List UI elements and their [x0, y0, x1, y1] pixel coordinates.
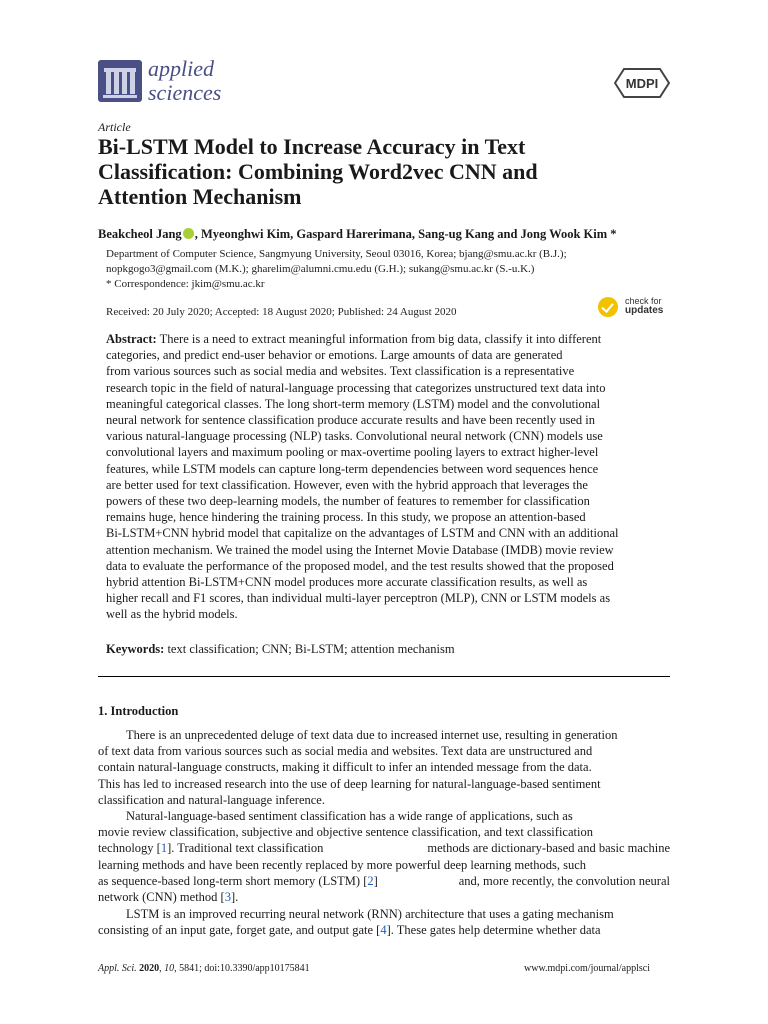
- paragraph-line: movie review classification, subjective and objective sentence classification, and text classification: [98, 825, 593, 840]
- affiliation-line: nopkgogo3@gmail.com (M.K.); gharelim@alumni.cmu.edu (G.H.); sukang@smu.ac.kr (S.-u.K.): [106, 263, 535, 275]
- abstract-line: from various sources such as social media and websites. Text classification is a representative: [106, 364, 575, 379]
- abstract-line: meaningful categorical classes. The long short-term memory (LSTM) model and the convolutional: [106, 396, 601, 411]
- author-list: [98, 227, 617, 242]
- abstract-line: data to evaluate the performance of the proposed model, and the test results showed that the proposed: [106, 558, 614, 573]
- abstract-line: features, while LSTM models can capture long-term dependencies between word sequences hence: [106, 461, 599, 476]
- paragraph-line: consisting of an input gate, forget gate, and output gate [4]. These gates help determine whether data: [98, 923, 601, 938]
- paragraph-line: Natural-language-based sentiment classification has a wide range of applications, such as: [126, 809, 573, 823]
- check-updates-line1: check for: [625, 296, 662, 306]
- check-updates-line2: updates: [625, 305, 664, 316]
- abstract-line: neural network for sentence classification produce accurate results and have been recently used in: [106, 413, 596, 428]
- abstract-line: categories, and predict end-user behavior or emotions. Large amounts of data are generated: [106, 348, 563, 363]
- article-type: Article: [98, 120, 131, 134]
- journal-logo: [98, 60, 142, 102]
- keywords-label: Keywords:: [106, 642, 165, 656]
- abstract-line: powers of these two deep-learning models, the number of features to remember for classification: [106, 494, 590, 509]
- paragraph-line: network (CNN) method [ 3 ].: [98, 890, 239, 905]
- publisher-name: MDPI: [625, 76, 659, 91]
- check-updates-text: [625, 296, 663, 316]
- abstract-line: research topic in the field of natural-language processing that categorizes unstructured text data into: [106, 380, 606, 395]
- journal-name: [148, 57, 221, 105]
- footer-volume: 10: [164, 963, 175, 974]
- paragraph-line: LSTM is an improved recurring neural network (RNN) architecture that uses a gating mechanism: [126, 907, 614, 921]
- paragraph-line: There is an unprecedented deluge of text data due to increased internet use, resulting in generation: [126, 728, 618, 742]
- keywords: [106, 642, 455, 657]
- paragraph-line: classification and natural-language inference.: [98, 792, 325, 807]
- footer-doi: , 5841; doi:10.3390/app10175841: [174, 963, 310, 974]
- abstract-line: Abstract: There is a need to extract meaningful information from big data, classify it into different: [106, 332, 602, 346]
- paragraph-line: learning methods and have been recently replaced by more powerful deep learning methods, such: [98, 857, 587, 872]
- citation-link[interactable]: 4: [380, 923, 387, 938]
- citation-link[interactable]: 2: [367, 873, 374, 888]
- paragraph-line: of text data from various sources such as social media and websites. Text data are unstructured and: [98, 744, 593, 759]
- abstract-label: Abstract:: [106, 332, 157, 346]
- paragraph: [98, 808, 670, 905]
- abstract-line: are better used for text classification. However, even with the hybrid approach that leverages the: [106, 477, 588, 492]
- paragraph-line: technology [1]. Traditional text classification methods are dictionary-based and basic machine: [98, 841, 670, 856]
- footer-citation: Appl. Sci. 2020, 10, 5841; doi:10.3390/app10175841: [98, 963, 310, 974]
- title-line: Bi-LSTM Model to Increase Accuracy in Text: [98, 134, 526, 159]
- abstract-line: well as the hybrid models.: [106, 607, 238, 622]
- affiliation-line: Department of Computer Science, Sangmyung University, Seoul 03016, Korea; bjang@smu.ac.kr (B.J.);: [106, 248, 567, 260]
- footer-website[interactable]: www.mdpi.com/journal/applsci: [524, 963, 650, 974]
- citation-link[interactable]: 3: [224, 890, 231, 905]
- author-rest: , Myeonghwi Kim, Gaspard Harerimana, Sang-ug Kang and Jong Wook Kim *: [194, 227, 617, 241]
- author-first: Beakcheol Jang: [98, 227, 182, 241]
- abstract-line: Bi-LSTM+CNN hybrid model that capitalize on the advantages of LSTM and CNN with an additional: [106, 526, 619, 541]
- paragraph-line: as sequence-based long-term short memory (LSTM) [2] and, more recently, the convolution neural: [98, 873, 670, 888]
- divider: [98, 676, 670, 677]
- footer-journal: Appl. Sci.: [98, 963, 137, 974]
- title-line: Attention Mechanism: [98, 184, 302, 209]
- check-for-updates-badge[interactable]: [598, 295, 670, 321]
- abstract-line: hybrid attention Bi-LSTM+CNN model produces more accurate classification results, as well as: [106, 575, 588, 590]
- abstract-line: attention mechanism. We trained the model using the Internet Movie Database (IMDB) movie review: [106, 542, 614, 557]
- article-title: [98, 134, 678, 209]
- check-icon: [598, 297, 618, 317]
- paragraph-line: contain natural-language constructs, making it difficult to infer an intended message from the data.: [98, 760, 592, 775]
- title-line: Classification: Combining Word2vec CNN and: [98, 159, 538, 184]
- orcid-icon[interactable]: [183, 228, 194, 239]
- publisher-logo: [614, 68, 670, 98]
- journal-name-line2: sciences: [148, 80, 222, 105]
- paragraph-line: This has led to increased research into the use of deep learning for natural-language-based sentiment: [98, 776, 601, 791]
- publication-dates: Received: 20 July 2020; Accepted: 18 August 2020; Published: 24 August 2020: [106, 306, 457, 318]
- correspondence: * Correspondence: jkim@smu.ac.kr: [106, 278, 265, 290]
- paragraph: [98, 906, 670, 938]
- abstract-line: higher recall and F1 scores, than individual multi-layer perceptron (MLP), CNN or LSTM models as: [106, 591, 611, 606]
- abstract-line: remains huge, hence hindering the training process. In this study, we propose an attention-based: [106, 510, 586, 525]
- abstract-line: various natural-language processing (NLP) tasks. Convolutional neural network (CNN) models use: [106, 429, 603, 444]
- citation-link[interactable]: 1: [160, 841, 168, 856]
- footer-year: 2020: [139, 963, 160, 974]
- abstract: [106, 331, 670, 623]
- paragraph: [98, 727, 670, 808]
- abstract-line: convolutional layers and maximum pooling or max-overtime pooling layers to extract higher-level: [106, 445, 599, 460]
- keywords-text: text classification; CNN; Bi-LSTM; attention mechanism: [167, 642, 455, 656]
- section-heading: 1. Introduction: [98, 704, 179, 718]
- journal-name-line1: applied: [148, 56, 214, 81]
